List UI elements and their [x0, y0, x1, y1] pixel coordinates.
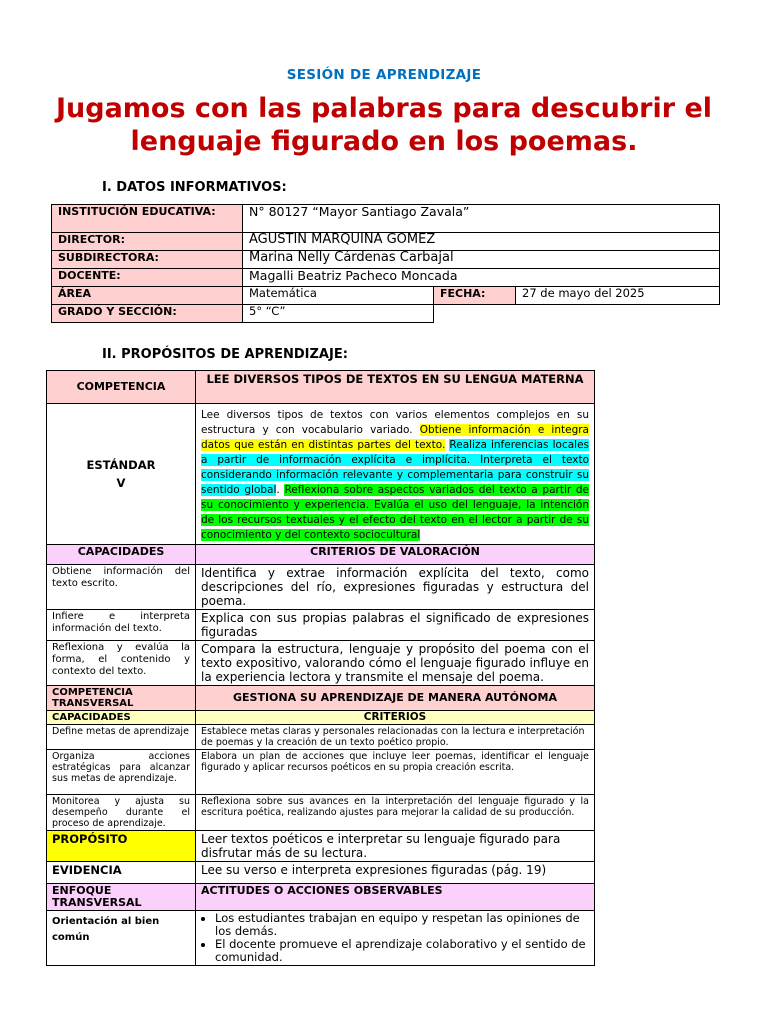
estandar-label: ESTÁNDAR [86, 458, 156, 472]
competencia-label: COMPETENCIA [47, 371, 196, 404]
institucion-label: INSTITUCIÓN EDUCATIVA: [52, 205, 243, 233]
director-label: DIRECTOR: [52, 233, 243, 251]
document-title: Jugamos con las palabras para descubrir el lenguaje figurado en los poemas. [55, 93, 713, 157]
table-row [52, 205, 720, 233]
subdirectora-label: SUBDIRECTORA: [52, 251, 243, 269]
transversal-label: COMPETENCIA TRANSVERSAL [47, 686, 196, 711]
table-row [47, 711, 595, 725]
table-row [47, 545, 595, 565]
table-row [52, 269, 720, 287]
table-row [47, 371, 595, 404]
capacidades-header-2: CAPACIDADES [47, 711, 196, 725]
director-value: AGUSTIN MARQUINA GOMEZ [243, 233, 720, 251]
list-item: • El docente promueve el aprendizaje colaborativo y el sentido de comunidad. [215, 938, 589, 964]
proposito-value: Leer textos poéticos e interpretar su lenguaje figurado para disfrutar más de su lectura. [196, 831, 595, 862]
evidencia-value: Lee su verso e interpreta expresiones figuradas (pág. 19) [196, 862, 595, 884]
criterio-cell: Identifica y extrae información explícita del texto, como descripciones del río, expresiones figuradas y estructura del poema. [196, 565, 595, 610]
estandar-text: Lee diversos tipos de textos con varios elementos complejos en su estructura y con vocabulario variado. Obtiene información e integra datos que están en distintas partes del texto. Realiza inferencias locales a partir de información explícita e implícita. Interpreta el texto considerando información relevante y complementaria para construir su sentido global. Reflexiona sobre aspectos variados del texto a partir de su conocimiento y experiencia. Evalúa el uso del lenguaje, la intención de los recursos textuales y el efecto del texto en el lector a partir de su conocimiento y del contexto sociocultural [196, 404, 595, 545]
area-label: ÁREA [52, 287, 243, 305]
estandar-cell [47, 404, 196, 545]
area-value: Matemática [243, 287, 434, 305]
criterios-header-2: CRITERIOS [196, 711, 595, 725]
docente-label: DOCENTE: [52, 269, 243, 287]
grado-value: 5° “C” [243, 305, 434, 323]
capacidad-cell: Reflexiona y evalúa la forma, el contenido y contexto del texto. [47, 641, 196, 686]
table-row [52, 251, 720, 269]
criterio-cell: Explica con sus propias palabras el significado de expresiones figuradas [196, 610, 595, 641]
section-heading-datos: I. DATOS INFORMATIVOS: [102, 180, 287, 195]
transversal-value: GESTIONA SU APRENDIZAJE DE MANERA AUTÓNOMA [196, 686, 595, 711]
section-heading-propositos: II. PROPÓSITOS DE APRENDIZAJE: [102, 347, 348, 362]
criterio-cell: Compara la estructura, lenguaje y propósito del poema con el texto expositivo, valorando cómo el lenguaje figurado influye en la experiencia lectora y transmite el mensaje del poema. [196, 641, 595, 686]
actitudes-list [201, 912, 589, 964]
capacidad-cell: Define metas de aprendizaje [47, 725, 196, 750]
table-row [52, 233, 720, 251]
highlight-yellow: Obtiene información e integra datos que están en distintas partes del texto. [201, 424, 589, 451]
proposito-label: PROPÓSITO [47, 831, 196, 862]
table-row [47, 884, 595, 911]
criterio-cell: Elabora un plan de acciones que incluye leer poemas, identificar el lenguaje figurado y aplicar recursos poéticos en su propia creación escrita. [196, 750, 595, 795]
competencia-value: LEE DIVERSOS TIPOS DE TEXTOS EN SU LENGUA MATERNA [196, 371, 595, 404]
highlight-cyan: Realiza inferencias locales a partir de información explícita e implícita. Interpreta el texto considerando información relevante y complementaria para construir su sentido global [201, 439, 589, 496]
table-row [52, 287, 720, 305]
actitudes-label: ACTITUDES O ACCIONES OBSERVABLES [196, 884, 595, 911]
datos-informativos-table [51, 204, 720, 323]
highlight-green: Reflexiona sobre aspectos variados del texto a partir de su conocimiento y experiencia. Evalúa el uso del lenguaje, la intención de los recursos textuales y el efecto del texto en el lector a partir de su conocimiento y del contexto sociocultural [201, 484, 589, 541]
table-row [47, 831, 595, 862]
institucion-value: N° 80127 “Mayor Santiago Zavala” [243, 205, 720, 233]
evidencia-label: EVIDENCIA [47, 862, 196, 884]
capacidades-header: CAPACIDADES [47, 545, 196, 565]
table-row [47, 911, 595, 966]
subdirectora-value: Marina Nelly Cárdenas Carbajal [243, 251, 720, 269]
capacidad-cell: Monitorea y ajusta su desempeño durante el proceso de aprendizaje. [47, 795, 196, 831]
table-row [47, 750, 595, 795]
grado-label: GRADO Y SECCIÓN: [52, 305, 243, 323]
estandar-level: V [116, 476, 126, 490]
list-item: • Los estudiantes trabajan en equipo y respetan las opiniones de los demás. [215, 912, 589, 938]
table-row [47, 725, 595, 750]
table-row [47, 862, 595, 884]
capacidad-cell: Obtiene información del texto escrito. [47, 565, 196, 610]
capacidad-cell: Organiza acciones estratégicas para alcanzar sus metas de aprendizaje. [47, 750, 196, 795]
table-row [47, 686, 595, 711]
capacidad-cell: Infiere e interpreta información del texto. [47, 610, 196, 641]
criterio-cell: Reflexiona sobre sus avances en la interpretación del lenguaje figurado y la escritura poética, realizando ajustes para mejorar la calidad de su producción. [196, 795, 595, 831]
document-kicker: SESIÓN DE APRENDIZAJE [286, 67, 482, 83]
criterio-cell: Establece metas claras y personales relacionadas con la lectura e interpretación de poemas y la creación de un texto poético propio. [196, 725, 595, 750]
table-row [47, 404, 595, 545]
actitudes-list-cell [196, 911, 595, 966]
table-row [47, 795, 595, 831]
fecha-label: FECHA: [434, 287, 516, 305]
fecha-value: 27 de mayo del 2025 [516, 287, 720, 305]
table-row [47, 641, 595, 686]
docente-value: Magalli Beatriz Pacheco Moncada [243, 269, 720, 287]
table-row [52, 305, 720, 323]
table-row [47, 565, 595, 610]
propositos-table [46, 370, 595, 966]
criterios-valoracion-header: CRITERIOS DE VALORACIÓN [196, 545, 595, 565]
orientacion-label: Orientación al bien común [47, 911, 196, 966]
enfoque-label: ENFOQUE TRANSVERSAL [47, 884, 196, 911]
table-row [47, 610, 595, 641]
